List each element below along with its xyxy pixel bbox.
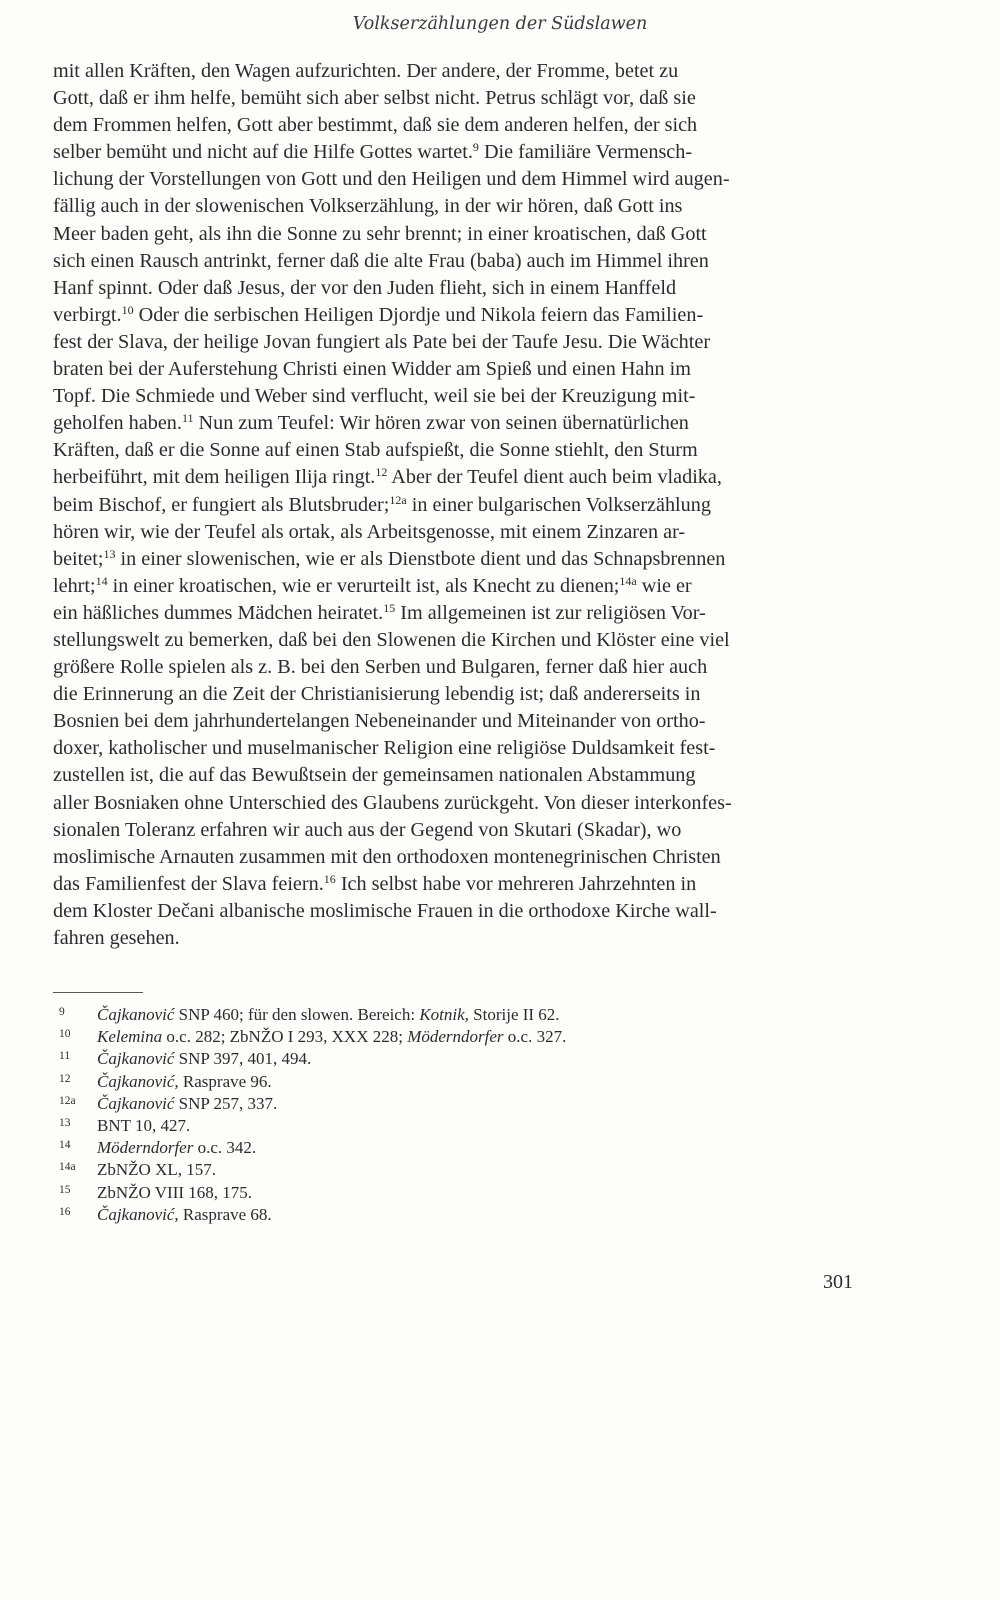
footnote-ref: 14a — [619, 573, 637, 588]
body-text-run: wie er — [636, 574, 692, 597]
body-text-run: hören wir, wie der Teufel als ortak, als Arbeitsgenosse, mit einem Zinzaren ar- — [53, 520, 686, 543]
body-text-run: Meer baden geht, als ihn die Sonne zu sehr brennt; in einer kroatischen, daß Gott — [53, 222, 707, 245]
footnote-ref: 15 — [383, 600, 396, 615]
body-text-run: mit allen Kräften, den Wagen aufzurichten. Der andere, der Fromme, betet zu — [53, 60, 679, 82]
body-line — [53, 735, 853, 762]
body-line — [53, 193, 853, 220]
body-text-run: Hanf spinnt. Oder daß Jesus, der vor den Juden flieht, sich in einem Hanffeld — [53, 276, 677, 299]
body-text-run: größere Rolle spielen als z. B. bei den Serben und Bulgaren, ferner daß hier auch — [53, 656, 708, 679]
footnote-text: o.c. 327. — [503, 1027, 567, 1047]
body-text-run: dem Frommen helfen, Gott aber bestimmt, daß sie dem anderen helfen, der sich — [53, 114, 698, 137]
body-text-run: sionalen Toleranz erfahren wir auch aus der Gegend von Skutari (Skadar), wo — [53, 818, 682, 841]
body-text-run: in einer bulgarischen Volkserzählung — [406, 493, 711, 516]
body-line — [53, 871, 853, 898]
footnote-author: Čajkanović — [97, 1049, 175, 1069]
footnote-text: o.c. 342. — [193, 1138, 257, 1158]
body-text-run: Aber der Teufel dient auch beim vladika, — [387, 466, 722, 489]
footnote-ref: 11 — [181, 411, 194, 426]
footnote: 13 BNT 10, 427. — [59, 1116, 191, 1136]
footnote: 16 Čajkanović, Rasprave 68. — [59, 1204, 272, 1224]
body-line — [53, 58, 853, 85]
body-text-run: die Erinnerung an die Zeit der Christianisierung lebendig ist; daß andererseits in — [53, 683, 701, 706]
body-line — [53, 139, 853, 166]
footnotes — [53, 1004, 853, 1226]
footnote-author: Kelemina — [97, 1027, 163, 1047]
body-text-run: Oder die serbischen Heiligen Djordje und Nikola feiern das Familien- — [133, 303, 704, 326]
body-text-run: Im allgemeinen ist zur religiösen Vor- — [395, 601, 706, 624]
body-line — [53, 356, 853, 383]
footnote-author: Kotnik, — [419, 1005, 469, 1024]
footnote-text: SNP 257, 337. — [174, 1093, 278, 1113]
body-text-run: selber bemüht und nicht auf die Hilfe Gottes wartet. — [53, 141, 473, 164]
body-line — [53, 600, 853, 627]
page-number: 301 — [823, 1271, 853, 1293]
body-text-run: braten bei der Auferstehung Christi einen Widder am Spieß und einen Hahn im — [53, 358, 691, 381]
body-text-run: Topf. Die Schmiede und Weber sind verflucht, weil sie bei der Kreuzigung mit- — [53, 385, 696, 408]
footnote-rule — [53, 992, 143, 993]
body-line — [53, 519, 853, 546]
body-line — [53, 275, 853, 302]
body-text-run: in einer slowenischen, wie er als Dienstbote dient und das Schnapsbrennen — [115, 547, 726, 570]
body-text-run: beim Bischof, er fungiert als Blutsbruder; — [53, 493, 390, 516]
body-line — [53, 573, 853, 600]
body-line — [53, 762, 853, 789]
footnote-author: Čajkanović — [97, 1005, 175, 1024]
footnote-text: ZbNŽO VIII 168, 175. — [97, 1182, 253, 1202]
body-text-run: zustellen ist, die auf das Bewußtsein der gemeinsamen nationalen Abstammung — [53, 764, 696, 787]
footnote-ref: 16 — [323, 871, 336, 886]
body-line — [53, 221, 853, 248]
body-line — [53, 817, 853, 844]
body-line — [53, 708, 853, 735]
body-text-run: beitet; — [53, 547, 104, 570]
footnote-text: BNT 10, 427. — [97, 1116, 191, 1136]
footnote-author: Möderndorfer — [407, 1027, 504, 1047]
body-text-run: Die familiäre Vermensch- — [478, 141, 693, 164]
body-line — [53, 248, 853, 275]
body-text-run: geholfen haben. — [53, 412, 182, 435]
body-line — [53, 654, 853, 681]
running-head: Volkserzählungen der Südslawen — [352, 14, 648, 34]
footnote: 12a Čajkanović SNP 257, 337. — [59, 1093, 278, 1113]
footnote: 11 Čajkanović SNP 397, 401, 494. — [59, 1049, 312, 1069]
body-line — [53, 464, 853, 491]
footnote-text: Storije II 62. — [468, 1005, 560, 1024]
body-text-run: ein häßliches dummes Mädchen heiratet. — [53, 601, 384, 624]
body-text-run: sich einen Rausch antrinkt, ferner daß die alte Frau (baba) auch im Himmel ihren — [53, 249, 709, 272]
body-text-run: in einer kroatischen, wie er verurteilt ist, als Knecht zu dienen; — [107, 574, 620, 597]
body-text-run: das Familienfest der Slava feiern. — [53, 872, 324, 895]
body-text-run: fahren gesehen. — [53, 927, 180, 949]
footnote-author: Čajkanović, — [97, 1071, 179, 1091]
body-text-run: aller Bosniaken ohne Unterschied des Glaubens zurückgeht. Von dieser interkonfes- — [53, 791, 732, 814]
body-text-run: dem Kloster Dečani albanische moslimische Frauen in die orthodoxe Kirche wall- — [53, 899, 717, 922]
body-text-run: Kräften, daß er die Sonne auf einen Stab aufspießt, die Sonne stiehlt, den Sturm — [53, 439, 698, 462]
body-text-run: Ich selbst habe vor mehreren Jahrzehnten in — [335, 872, 697, 895]
body-text — [53, 58, 853, 952]
footnote-author: Čajkanović, — [97, 1204, 179, 1224]
footnote: 10 Kelemina o.c. 282; ZbNŽO I 293, XXX 228; Möderndorfer o.c. 327. — [59, 1027, 567, 1047]
body-text-run: fällig auch in der slowenischen Volkserzählung, in der wir hören, daß Gott ins — [53, 195, 683, 218]
footnote-text: Rasprave 96. — [178, 1071, 272, 1091]
body-line — [53, 410, 853, 437]
body-line — [53, 627, 853, 654]
body-line — [53, 844, 853, 871]
footnote: 14 Möderndorfer o.c. 342. — [59, 1138, 257, 1158]
footnote-author: Möderndorfer — [97, 1138, 194, 1158]
footnote-ref: 12a — [389, 492, 407, 507]
footnote-text: SNP 460; für den slowen. Bereich: — [174, 1005, 420, 1024]
body-text-run: moslimische Arnauten zusammen mit den orthodoxen montenegrinischen Christen — [53, 845, 721, 868]
footnote-ref: 14 — [95, 573, 108, 588]
footnote-text: o.c. 282; ZbNŽO I 293, XXX 228; — [162, 1027, 408, 1047]
body-line — [53, 437, 853, 464]
footnote-ref: 9 — [472, 140, 479, 155]
body-text-run: verbirgt. — [53, 303, 122, 326]
body-text-run: lichung der Vorstellungen von Gott und den Heiligen und dem Himmel wird augen- — [53, 168, 730, 191]
body-text-run: Bosnien bei dem jahrhundertelangen Nebeneinander und Miteinander von ortho- — [53, 710, 706, 733]
body-text-run: lehrt; — [53, 574, 96, 597]
body-text-run: Gott, daß er ihm helfe, bemüht sich aber selbst nicht. Petrus schlägt vor, daß sie — [53, 87, 696, 110]
footnote-author: Čajkanović — [97, 1093, 175, 1113]
body-line — [53, 329, 853, 356]
footnote-text: ZbNŽO XL, 157. — [97, 1160, 216, 1180]
body-text-run: stellungswelt zu bemerken, daß bei den Slowenen die Kirchen und Klöster eine viel — [53, 628, 730, 651]
body-line — [53, 166, 853, 193]
body-line — [53, 112, 853, 139]
body-line — [53, 681, 853, 708]
footnote-ref: 12 — [375, 465, 388, 480]
footnote-ref: 13 — [103, 546, 116, 561]
body-line — [53, 492, 853, 519]
body-line — [53, 546, 853, 573]
body-line — [53, 302, 853, 329]
footnote-text: SNP 397, 401, 494. — [174, 1049, 312, 1069]
body-text-run: herbeiführt, mit dem heiligen Ilija ringt. — [53, 466, 376, 489]
footnote: 15 ZbNŽO VIII 168, 175. — [59, 1182, 253, 1202]
body-text-run: doxer, katholischer und muselmanischer Religion eine religiöse Duldsamkeit fest- — [53, 737, 716, 760]
footnote: 14a ZbNŽO XL, 157. — [59, 1160, 216, 1180]
body-line — [53, 383, 853, 410]
body-line — [53, 790, 853, 817]
footnote: 12 Čajkanović, Rasprave 96. — [59, 1071, 272, 1091]
footnote-text: Rasprave 68. — [178, 1204, 272, 1224]
footnote-ref: 10 — [121, 302, 134, 317]
body-text-run: Nun zum Teufel: Wir hören zwar von seinen übernatürlichen — [193, 412, 689, 435]
body-line — [53, 925, 853, 952]
body-line — [53, 898, 853, 925]
body-line — [53, 85, 853, 112]
footnote: 9 Čajkanović SNP 460; für den slowen. Bereich: Kotnik, Storije II 62. — [59, 1005, 560, 1024]
body-text-run: fest der Slava, der heilige Jovan fungiert als Pate bei der Taufe Jesu. Die Wächter — [53, 330, 711, 353]
